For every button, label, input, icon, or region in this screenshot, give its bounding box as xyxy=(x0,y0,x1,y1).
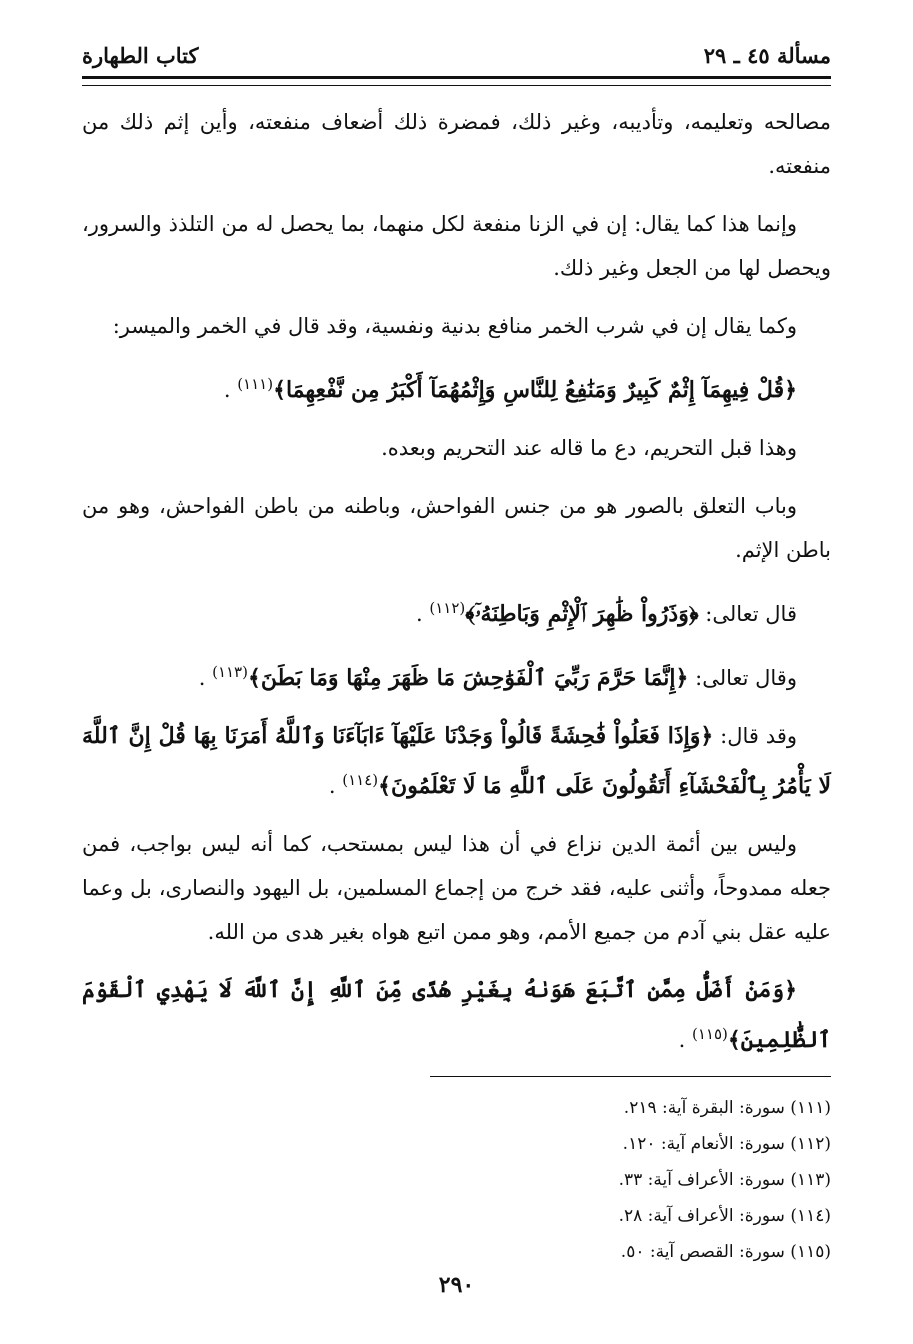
quran-verse-block xyxy=(82,714,831,808)
verse-end-mark: . xyxy=(198,666,206,690)
header-rule-thick xyxy=(82,76,831,79)
quran-verse-block xyxy=(82,650,831,700)
verse-intro: قال تعالى: xyxy=(705,602,797,626)
quran-verse: ﴿وَإِذَا فَعَلُواْ فَٰحِشَةً قَالُواْ وَجَدْنَا عَلَيْهَآ ءَابَآءَنَا وَٱللَّهُ أَمَرَنَا بِهَا قُلْ إِنَّ ٱللَّهَ لَا يَأْمُرُ بِٱلْفَحْشَآءِ أَتَقُولُونَ عَلَى ٱللَّهِ مَا لَا تَعْلَمُونَ﴾ xyxy=(82,723,831,799)
quran-verse: ﴿وَذَرُواْ ظَٰهِرَ ٱلْإِثْمِ وَبَاطِنَهُۥٓ﴾ xyxy=(465,601,699,627)
main-text xyxy=(82,100,831,1076)
verse-intro: وقد قال: xyxy=(720,724,798,748)
paragraph: وكما يقال إن في شرب الخمر منافع بدنية ونفسية، وقد قال في الخمر والميسر: xyxy=(112,314,797,338)
paragraph: مصالحه وتعليمه، وتأديبه، وغير ذلك، فمضرة ذلك أضعاف منفعته، وأين إثم ذلك من منفعته. xyxy=(82,110,831,178)
quran-verse-block xyxy=(82,362,831,412)
footnote-ref: (١١٣) xyxy=(212,663,248,681)
footnote-ref: (١١٥) xyxy=(691,1025,728,1043)
quran-verse-block xyxy=(82,968,831,1062)
running-header xyxy=(82,40,831,70)
footnote-ref: (١١٢) xyxy=(429,599,466,617)
paragraph: وإنما هذا كما يقال: إن في الزنا منفعة لكل منهما، بما يحصل له من التلذذ والسرور، ويحصل لها من الجعل وغير ذلك. xyxy=(82,212,831,280)
footnote-ref: (١١١) xyxy=(237,375,274,393)
header-rule-thin xyxy=(82,85,831,86)
quran-verse: ﴿إِنَّمَا حَرَّمَ رَبِّيَ ٱلْفَوَٰحِشَ مَا ظَهَرَ مِنْهَا وَمَا بَطَنَ﴾ xyxy=(247,665,689,691)
footnote-item: (١١١) سورة: البقرة آية: ٢١٩. xyxy=(623,1098,831,1118)
footnote-item: (١١٢) سورة: الأنعام آية: ١٢٠. xyxy=(622,1134,831,1154)
paragraph: وباب التعلق بالصور هو من جنس الفواحش، وباطنه من باطن الفواحش، وهو من باطن الإثم. xyxy=(82,494,831,562)
page-number: ٢٩٠ xyxy=(438,1272,475,1298)
footnotes xyxy=(82,1090,831,1270)
footnote-separator xyxy=(430,1076,831,1077)
verse-end-mark: . xyxy=(223,378,231,402)
verse-end-mark: . xyxy=(678,1028,686,1052)
header-issue-number: مسألة ٤٥ ـ ٢٩ xyxy=(703,42,831,68)
quran-verse-block xyxy=(82,586,831,636)
quran-verse: ﴿قُلْ فِيهِمَآ إِثْمٌ كَبِيرٌ وَمَنَٰفِعُ لِلنَّاسِ وَإِثْمُهُمَآ أَكْبَرُ مِن نَّفْعِهِمَا﴾ xyxy=(273,377,797,403)
verse-end-mark: . xyxy=(328,774,336,798)
footnote-item: (١١٤) سورة: الأعراف آية: ٢٨. xyxy=(618,1206,831,1226)
paragraph: وليس بين أئمة الدين نزاع في أن هذا ليس بمستحب، كما أنه ليس بواجب، فمن جعله ممدوحاً، وأثنى عليه، فقد خرج من إجماع المسلمين، بل اليهود والنصارى، بل وعما عليه عقل بني آدم من جميع الأمم، وهو ممن اتبع هواه بغير هدى من الله. xyxy=(82,832,831,944)
verse-intro: وقال تعالى: xyxy=(695,666,797,690)
footnote-ref: (١١٤) xyxy=(342,771,379,789)
footnote-item: (١١٣) سورة: الأعراف آية: ٣٣. xyxy=(618,1170,831,1190)
verse-end-mark: . xyxy=(416,602,423,626)
header-book-title: كتاب الطهارة xyxy=(82,42,199,68)
footnote-item: (١١٥) سورة: القصص آية: ٥٠. xyxy=(620,1242,831,1262)
quran-verse: ﴿وَمَنْ أَضَلُّ مِمَّنِ ٱتَّبَعَ هَوَىٰهُ بِغَيْرِ هُدًى مِّنَ ٱللَّهِ إِنَّ ٱللَّهَ لَا يَهْدِي ٱلْقَوْمَ ٱلظَّٰلِمِينَ﴾ xyxy=(82,977,831,1053)
paragraph: وهذا قبل التحريم، دع ما قاله عند التحريم وبعده. xyxy=(381,436,797,460)
